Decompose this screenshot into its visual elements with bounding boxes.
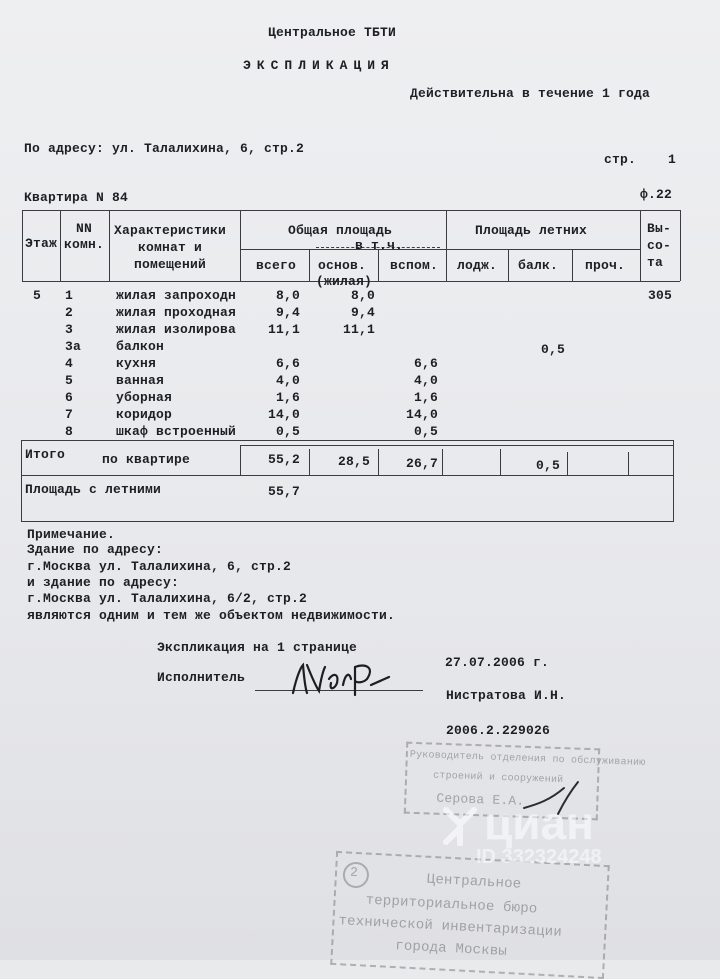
col-total-area: Общая площадь xyxy=(288,223,393,238)
note-line: г.Москва ул. Талалихина, 6/2, стр.2 xyxy=(27,591,308,606)
cell-aux: 0,5 xyxy=(413,424,438,439)
col-living: (жилая) xyxy=(316,274,373,289)
col-incl: в т.ч. xyxy=(355,238,404,253)
cell-main: 11,1 xyxy=(342,322,375,337)
col-loggia: лодж. xyxy=(457,258,498,273)
note-line: и здание по адресу: xyxy=(27,575,180,590)
pages-note: Экспликация на 1 странице xyxy=(157,640,358,655)
cell-desc: уборная xyxy=(116,390,173,405)
stamp-text: Руководитель отделения по обслуживанию xyxy=(409,749,646,769)
cell-nn: 7 xyxy=(65,407,74,422)
cell-nn: 5 xyxy=(65,373,74,388)
document-title: ЭКСПЛИКАЦИЯ xyxy=(243,58,395,73)
page-label: стр. xyxy=(604,152,637,167)
table-row xyxy=(0,322,720,339)
cell-aux: 6,6 xyxy=(413,356,438,371)
signature xyxy=(285,655,395,705)
total-all: 55,2 xyxy=(267,452,300,467)
validity-note: Действительна в течение 1 года xyxy=(410,86,651,101)
col-other: проч. xyxy=(585,258,626,273)
table-row xyxy=(0,373,720,390)
cell-desc: балкон xyxy=(116,339,165,354)
summer-total-label: Площадь с летними xyxy=(25,482,162,497)
table-row xyxy=(0,288,720,305)
summer-total-value: 55,7 xyxy=(267,484,300,499)
total-balcony: 0,5 xyxy=(535,458,560,473)
col-summer-area: Площадь летних xyxy=(475,223,588,238)
stamp-text: территориальное бюро xyxy=(365,892,538,918)
cell-desc: шкаф встроенный xyxy=(116,424,237,439)
cell-desc: ванная xyxy=(116,373,165,388)
cell-desc: жилая запроходн xyxy=(116,288,237,303)
watermark-logo-icon xyxy=(440,806,480,846)
cell-main: 8,0 xyxy=(350,288,375,303)
total-aux: 26,7 xyxy=(405,456,438,471)
cell-all: 4,0 xyxy=(275,373,300,388)
note-line: являются одним и тем же объектом недвижимости. xyxy=(27,608,396,623)
stamp-text: города Москвы xyxy=(394,938,508,960)
cell-balcony: 0,5 xyxy=(540,342,565,357)
table-row xyxy=(0,390,720,407)
cell-floor: 5 xyxy=(33,288,42,303)
col-balcony: балк. xyxy=(518,258,559,273)
total-sublabel: по квартире xyxy=(102,452,191,467)
cell-all: 11,1 xyxy=(267,322,300,337)
cell-nn: 4 xyxy=(65,356,74,371)
stamp-text: Центральное xyxy=(426,871,522,893)
note-line: Здание по адресу: xyxy=(27,542,164,557)
cell-all: 14,0 xyxy=(267,407,300,422)
col-main: основ. xyxy=(318,258,367,273)
col-height: Вы- со- та xyxy=(647,221,672,270)
total-main: 28,5 xyxy=(337,454,370,469)
col-description: Характеристики комнат и помещений xyxy=(114,223,227,272)
executor-name: Нистратова И.Н. xyxy=(446,688,567,703)
cell-desc: кухня xyxy=(116,356,157,371)
table-row xyxy=(0,356,720,373)
org-name: Центральное ТБТИ xyxy=(268,25,397,40)
col-aux: вспом. xyxy=(390,258,439,273)
col-floor: Этаж xyxy=(25,236,58,251)
cell-nn: 1 xyxy=(65,288,74,303)
watermark-id: ID 332324248 xyxy=(476,846,602,868)
cell-desc: жилая изолирова xyxy=(116,322,237,337)
page-number: 1 xyxy=(668,152,677,167)
cell-all: 1,6 xyxy=(275,390,300,405)
address-line: По адресу: ул. Талалихина, 6, стр.2 xyxy=(24,141,305,156)
apartment-number: Квартира N 84 xyxy=(24,190,129,205)
cell-all: 8,0 xyxy=(275,288,300,303)
issue-date: 27.07.2006 г. xyxy=(445,655,550,670)
cell-height: 305 xyxy=(648,288,673,303)
cell-nn: 8 xyxy=(65,424,74,439)
cell-aux: 1,6 xyxy=(413,390,438,405)
watermark-brand: циан xyxy=(484,797,594,849)
stamp-number: 2 xyxy=(349,864,359,881)
cell-all: 9,4 xyxy=(275,305,300,320)
cell-desc: коридор xyxy=(116,407,173,422)
note-line: Примечание. xyxy=(27,527,116,542)
executor-label: Исполнитель xyxy=(157,670,246,685)
table-row xyxy=(0,407,720,424)
stamp-text: технической инвентаризации xyxy=(338,913,563,941)
cell-nn: 3 xyxy=(65,322,74,337)
total-label: Итого xyxy=(25,447,66,462)
cell-all: 6,6 xyxy=(275,356,300,371)
form-code: ф.22 xyxy=(640,187,673,202)
cell-main: 9,4 xyxy=(350,305,375,320)
note-line: г.Москва ул. Талалихина, 6, стр.2 xyxy=(27,559,292,574)
cell-desc: жилая проходная xyxy=(116,305,237,320)
table-row xyxy=(0,305,720,322)
cell-aux: 4,0 xyxy=(413,373,438,388)
cell-nn: 3а xyxy=(65,339,82,354)
cell-nn: 2 xyxy=(65,305,74,320)
col-room-number: NN комн. xyxy=(64,221,105,252)
cell-aux: 14,0 xyxy=(405,407,438,422)
table-row xyxy=(0,339,720,356)
col-all: всего xyxy=(256,258,297,273)
table-row xyxy=(0,424,720,441)
cell-nn: 6 xyxy=(65,390,74,405)
doc-number: 2006.2.229026 xyxy=(446,723,551,738)
stamp-text: строений и сооружений xyxy=(432,770,564,787)
stamp-text: Серова Е.А. xyxy=(436,790,525,809)
cell-all: 0,5 xyxy=(275,424,300,439)
